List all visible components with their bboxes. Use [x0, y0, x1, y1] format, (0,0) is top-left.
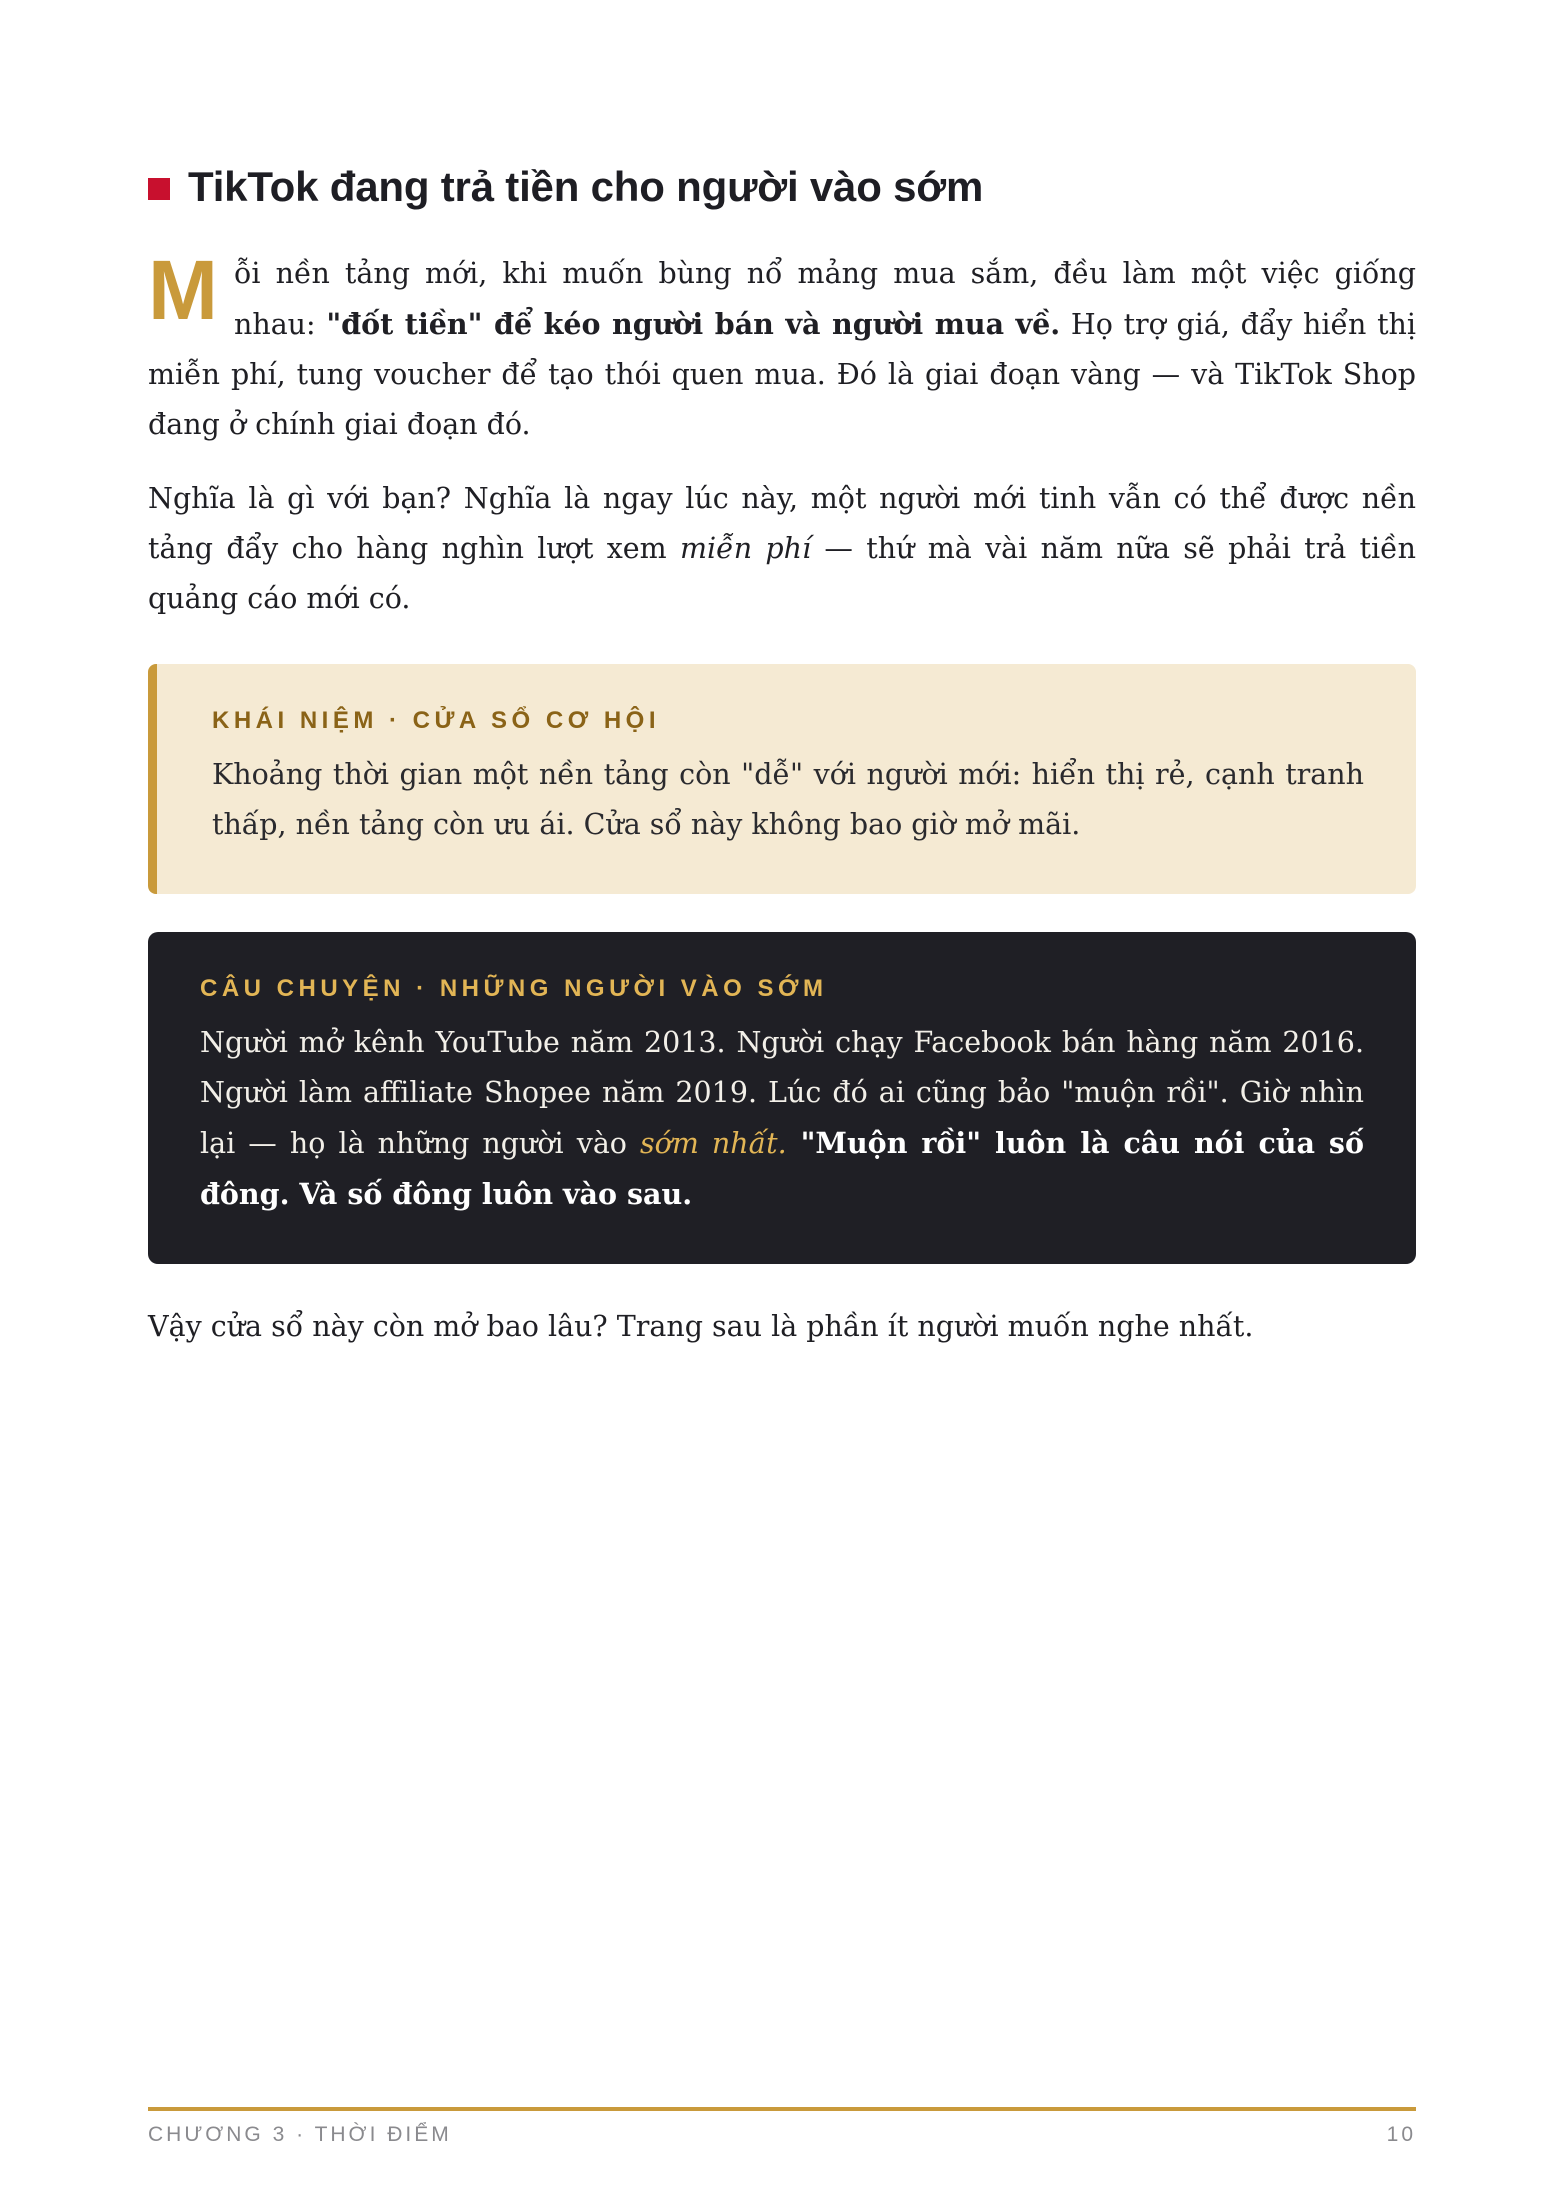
drop-cap: M	[148, 243, 218, 337]
story-bold-text: "Muộn rồi" luôn là câu nói của số đông. Và số đông luôn vào sau.	[200, 1126, 1364, 1211]
second-paragraph	[148, 474, 1416, 624]
section-title: TikTok đang trả tiền cho người vào sớm	[188, 163, 984, 210]
page-content	[148, 155, 1416, 1352]
intro-paragraph	[148, 243, 1417, 450]
intro-bold-text: "đốt tiền" để kéo người bán và người mua về.	[326, 307, 1061, 341]
footer-page-number: 10	[1386, 2123, 1416, 2146]
second-text-start: Nghĩa là gì với bạn? Nghĩa là ngay lúc này, một người mới tinh vẫn có thể được nền tảng đẩy cho hàng nghìn lượt xem	[148, 482, 1416, 565]
story-label: CÂU CHUYỆN · NHỮNG NGƯỜI VÀO SỚM	[200, 975, 828, 1002]
footer-row	[148, 2123, 1416, 2147]
heading-marker-square	[148, 178, 170, 200]
concept-body: Khoảng thời gian một nền tảng còn "dễ" với người mới: hiển thị rẻ, cạnh tranh thấp, nền tảng còn ưu ái. Cửa sổ này không bao giờ mở mãi.	[212, 758, 1364, 841]
story-text-start: Người mở kênh YouTube năm 2013. Người chạy Facebook bán hàng năm 2016. Người làm affiliate Shopee năm 2019. Lúc đó ai cũng bảo "muộn rồi". Giờ nhìn lại — họ là những người vào	[200, 1026, 1364, 1160]
intro-text-start: ỗi nền tảng mới, khi muốn bùng nổ mảng mua sắm, đều làm một việc giống nhau:	[233, 257, 1416, 341]
concept-label: KHÁI NIỆM · CỬA SỔ CƠ HỘI	[212, 707, 660, 734]
second-text-end: — thứ mà vài năm nữa sẽ phải trả tiền quảng cáo mới có.	[148, 532, 1417, 615]
concept-callout	[148, 664, 1416, 894]
story-body	[200, 1018, 1364, 1220]
second-italic-text: miễn phí	[680, 532, 812, 565]
footer-rule	[148, 2107, 1416, 2111]
closing-paragraph: Vậy cửa sổ này còn mở bao lâu? Trang sau là phần ít người muốn nghe nhất.	[148, 1310, 1254, 1343]
section-heading	[148, 155, 1416, 219]
intro-text-end: Họ trợ giá, đẩy hiển thị miễn phí, tung voucher để tạo thói quen mua. Đó là giai đoạn vàng — và TikTok Shop đang ở chính giai đoạn đó.	[148, 308, 1417, 441]
story-callout	[148, 932, 1416, 1264]
page-footer	[148, 2107, 1416, 2147]
story-italic-text: sớm nhất.	[640, 1127, 787, 1160]
footer-chapter-label: CHƯƠNG 3 · THỜI ĐIỂM	[148, 2123, 452, 2146]
